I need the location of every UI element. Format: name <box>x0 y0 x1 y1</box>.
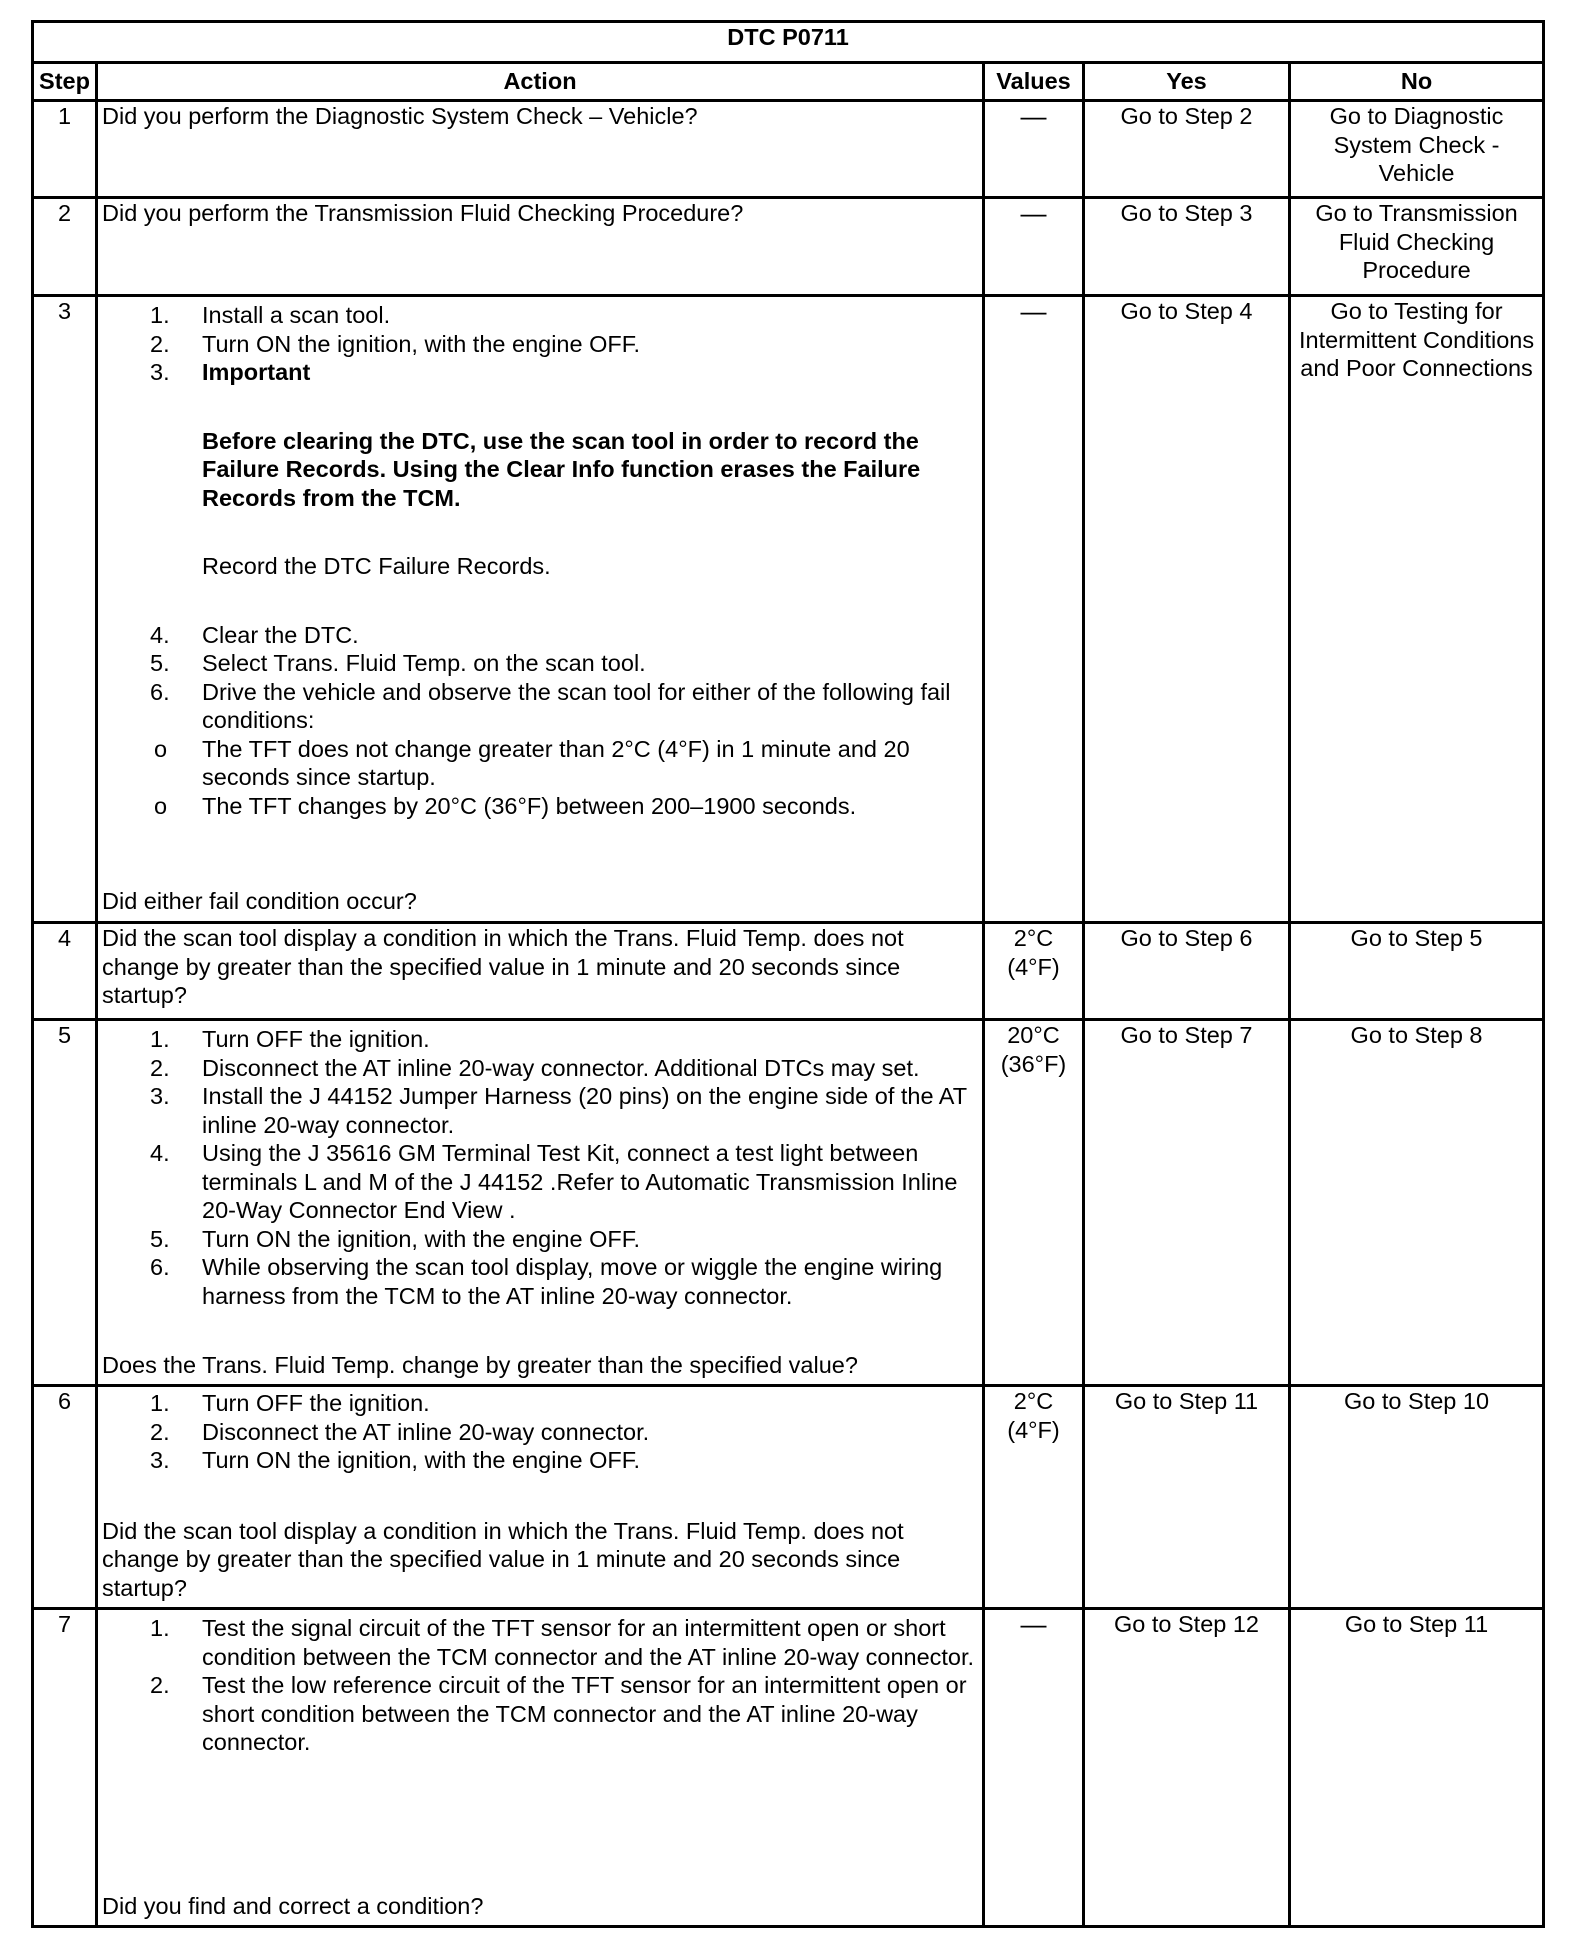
no-cell: Go to Step 8 <box>1290 1020 1544 1386</box>
no-cell: Go to Step 5 <box>1290 923 1544 1020</box>
action-cell <box>97 1609 984 1927</box>
header-no: No <box>1290 63 1544 101</box>
step-number: 2 <box>33 198 97 296</box>
list-item: 5. Select Trans. Fluid Temp. on the scan tool. <box>150 650 646 676</box>
list-item: 6. While observing the scan tool display, move or wiggle the engine wiring harness from the TCM to the AT inline 20-way connector. <box>150 1254 943 1309</box>
list-item: 4. Using the J 35616 GM Terminal Test Kit, connect a test light between terminals L and M of the J 44152 .Refer to Automatic Transmission Inline 20-Way Connector End View . <box>150 1140 958 1223</box>
table-row <box>33 1609 1544 1927</box>
yes-cell: Go to Step 12 <box>1084 1609 1290 1927</box>
table-row <box>33 198 1544 296</box>
header-step: Step <box>33 63 97 101</box>
list-item: o The TFT changes by 20°C (36°F) between 200–1900 seconds. <box>154 792 857 819</box>
no-cell: Go to Diagnostic System Check - Vehicle <box>1290 101 1544 198</box>
action-cell <box>97 923 984 1020</box>
question-text: Did either fail condition occur? <box>102 887 417 914</box>
list-item: 1. Install a scan tool. <box>150 302 391 328</box>
table-row <box>33 1020 1544 1386</box>
values-line: (4°F) <box>1007 1416 1060 1443</box>
yes-cell: Go to Step 2 <box>1084 101 1290 198</box>
list-item: o The TFT does not change greater than 2°C (4°F) in 1 minute and 20 seconds since startup. <box>154 735 910 790</box>
values-text: — <box>1020 198 1047 228</box>
values-cell <box>984 198 1084 296</box>
step-number: 1 <box>33 101 97 198</box>
yes-cell: Go to Step 11 <box>1084 1386 1290 1609</box>
step-number: 7 <box>33 1609 97 1927</box>
table-row <box>33 923 1544 1020</box>
action-cell <box>97 1386 984 1609</box>
yes-cell: Go to Step 7 <box>1084 1020 1290 1386</box>
question-text: Did the scan tool display a condition in which the Trans. Fluid Temp. does not change by greater than the specified value in 1 minute and 20 seconds since startup? <box>102 1517 904 1601</box>
question-text: Did you perform the Diagnostic System Check – Vehicle? <box>102 103 698 129</box>
action-cell <box>97 296 984 923</box>
list-item: 2. Test the low reference circuit of the TFT sensor for an intermittent open or short condition between the TCM connector and the AT inline 20-way connector. <box>150 1672 967 1755</box>
procedure-list <box>102 297 978 387</box>
procedure-list <box>102 1610 978 1757</box>
list-item: 2. Turn ON the ignition, with the engine OFF. <box>150 330 641 357</box>
list-item: 2. Disconnect the AT inline 20-way connector. <box>150 1418 650 1445</box>
no-cell: Go to Step 10 <box>1290 1386 1544 1609</box>
procedure-list <box>102 1387 978 1475</box>
header-row <box>33 63 1544 101</box>
list-item: 3. Turn ON the ignition, with the engine OFF. <box>150 1447 641 1473</box>
question-text: Does the Trans. Fluid Temp. change by greater than the specified value? <box>102 1351 858 1378</box>
values-cell <box>984 296 1084 923</box>
step-number: 5 <box>33 1020 97 1386</box>
dtc-p0711-table <box>31 20 1545 1928</box>
table-title: DTC P0711 <box>33 22 1544 63</box>
list-item: 4. Clear the DTC. <box>150 621 359 648</box>
list-item: 6. Drive the vehicle and observe the scan tool for either of the following fail conditions: <box>150 678 951 733</box>
step-number: 4 <box>33 923 97 1020</box>
yes-cell: Go to Step 4 <box>1084 296 1290 923</box>
list-item: 2. Disconnect the AT inline 20-way connector. Additional DTCs may set. <box>150 1054 920 1081</box>
question-text: Did you perform the Transmission Fluid Checking Procedure? <box>102 200 744 226</box>
header-action: Action <box>97 63 984 101</box>
header-yes: Yes <box>1084 63 1290 101</box>
yes-cell: Go to Step 6 <box>1084 923 1290 1020</box>
values-line: 2°C <box>1013 925 1054 951</box>
list-item: 3. Install the J 44152 Jumper Harness (20 pins) on the engine side of the AT inline 20-way connector. <box>150 1083 967 1138</box>
list-item: 5. Turn ON the ignition, with the engine OFF. <box>150 1225 641 1252</box>
values-line: 20°C <box>1007 1022 1060 1048</box>
values-text: — <box>1020 101 1047 131</box>
fail-conditions-list <box>102 735 978 821</box>
values-cell <box>984 923 1084 1020</box>
list-item: 1. Test the signal circuit of the TFT sensor for an intermittent open or short condition between the TCM connector and the AT inline 20-way connector. <box>150 1615 975 1670</box>
action-cell <box>97 101 984 198</box>
list-item: 1. Turn OFF the ignition. <box>150 1390 430 1416</box>
no-cell: Go to Step 11 <box>1290 1609 1544 1927</box>
values-line: (36°F) <box>1000 1050 1067 1077</box>
header-values: Values <box>984 63 1084 101</box>
procedure-list <box>102 621 978 735</box>
important-label: Important <box>202 359 311 385</box>
action-cell <box>97 198 984 296</box>
action-cell <box>97 1020 984 1386</box>
yes-cell: Go to Step 3 <box>1084 198 1290 296</box>
values-line: (4°F) <box>1007 953 1060 980</box>
list-item: 3. Important <box>150 359 311 385</box>
no-cell: Go to Transmission Fluid Checking Procedure <box>1290 198 1544 296</box>
table-row <box>33 1386 1544 1609</box>
values-cell <box>984 101 1084 198</box>
list-item: 1. Turn OFF the ignition. <box>150 1026 430 1052</box>
values-line: 2°C <box>1013 1388 1054 1414</box>
step-number: 6 <box>33 1386 97 1609</box>
important-note: Before clearing the DTC, use the scan tool in order to record the Failure Records. Using the Clear Info function erases the Failure Records from the TCM. <box>202 427 921 511</box>
values-text: — <box>1020 1609 1047 1639</box>
question-text: Did the scan tool display a condition in which the Trans. Fluid Temp. does not change by greater than the specified value in 1 minute and 20 seconds since startup? <box>102 925 904 1008</box>
table-row <box>33 296 1544 923</box>
table-row <box>33 101 1544 198</box>
no-cell: Go to Testing for Intermittent Conditions and Poor Connections <box>1290 296 1544 923</box>
record-text: Record the DTC Failure Records. <box>202 553 551 579</box>
procedure-list <box>102 1021 978 1310</box>
question-text: Did you find and correct a condition? <box>102 1892 484 1919</box>
values-cell <box>984 1609 1084 1927</box>
values-cell <box>984 1386 1084 1609</box>
values-cell <box>984 1020 1084 1386</box>
values-text: — <box>1020 296 1047 326</box>
step-number: 3 <box>33 296 97 923</box>
